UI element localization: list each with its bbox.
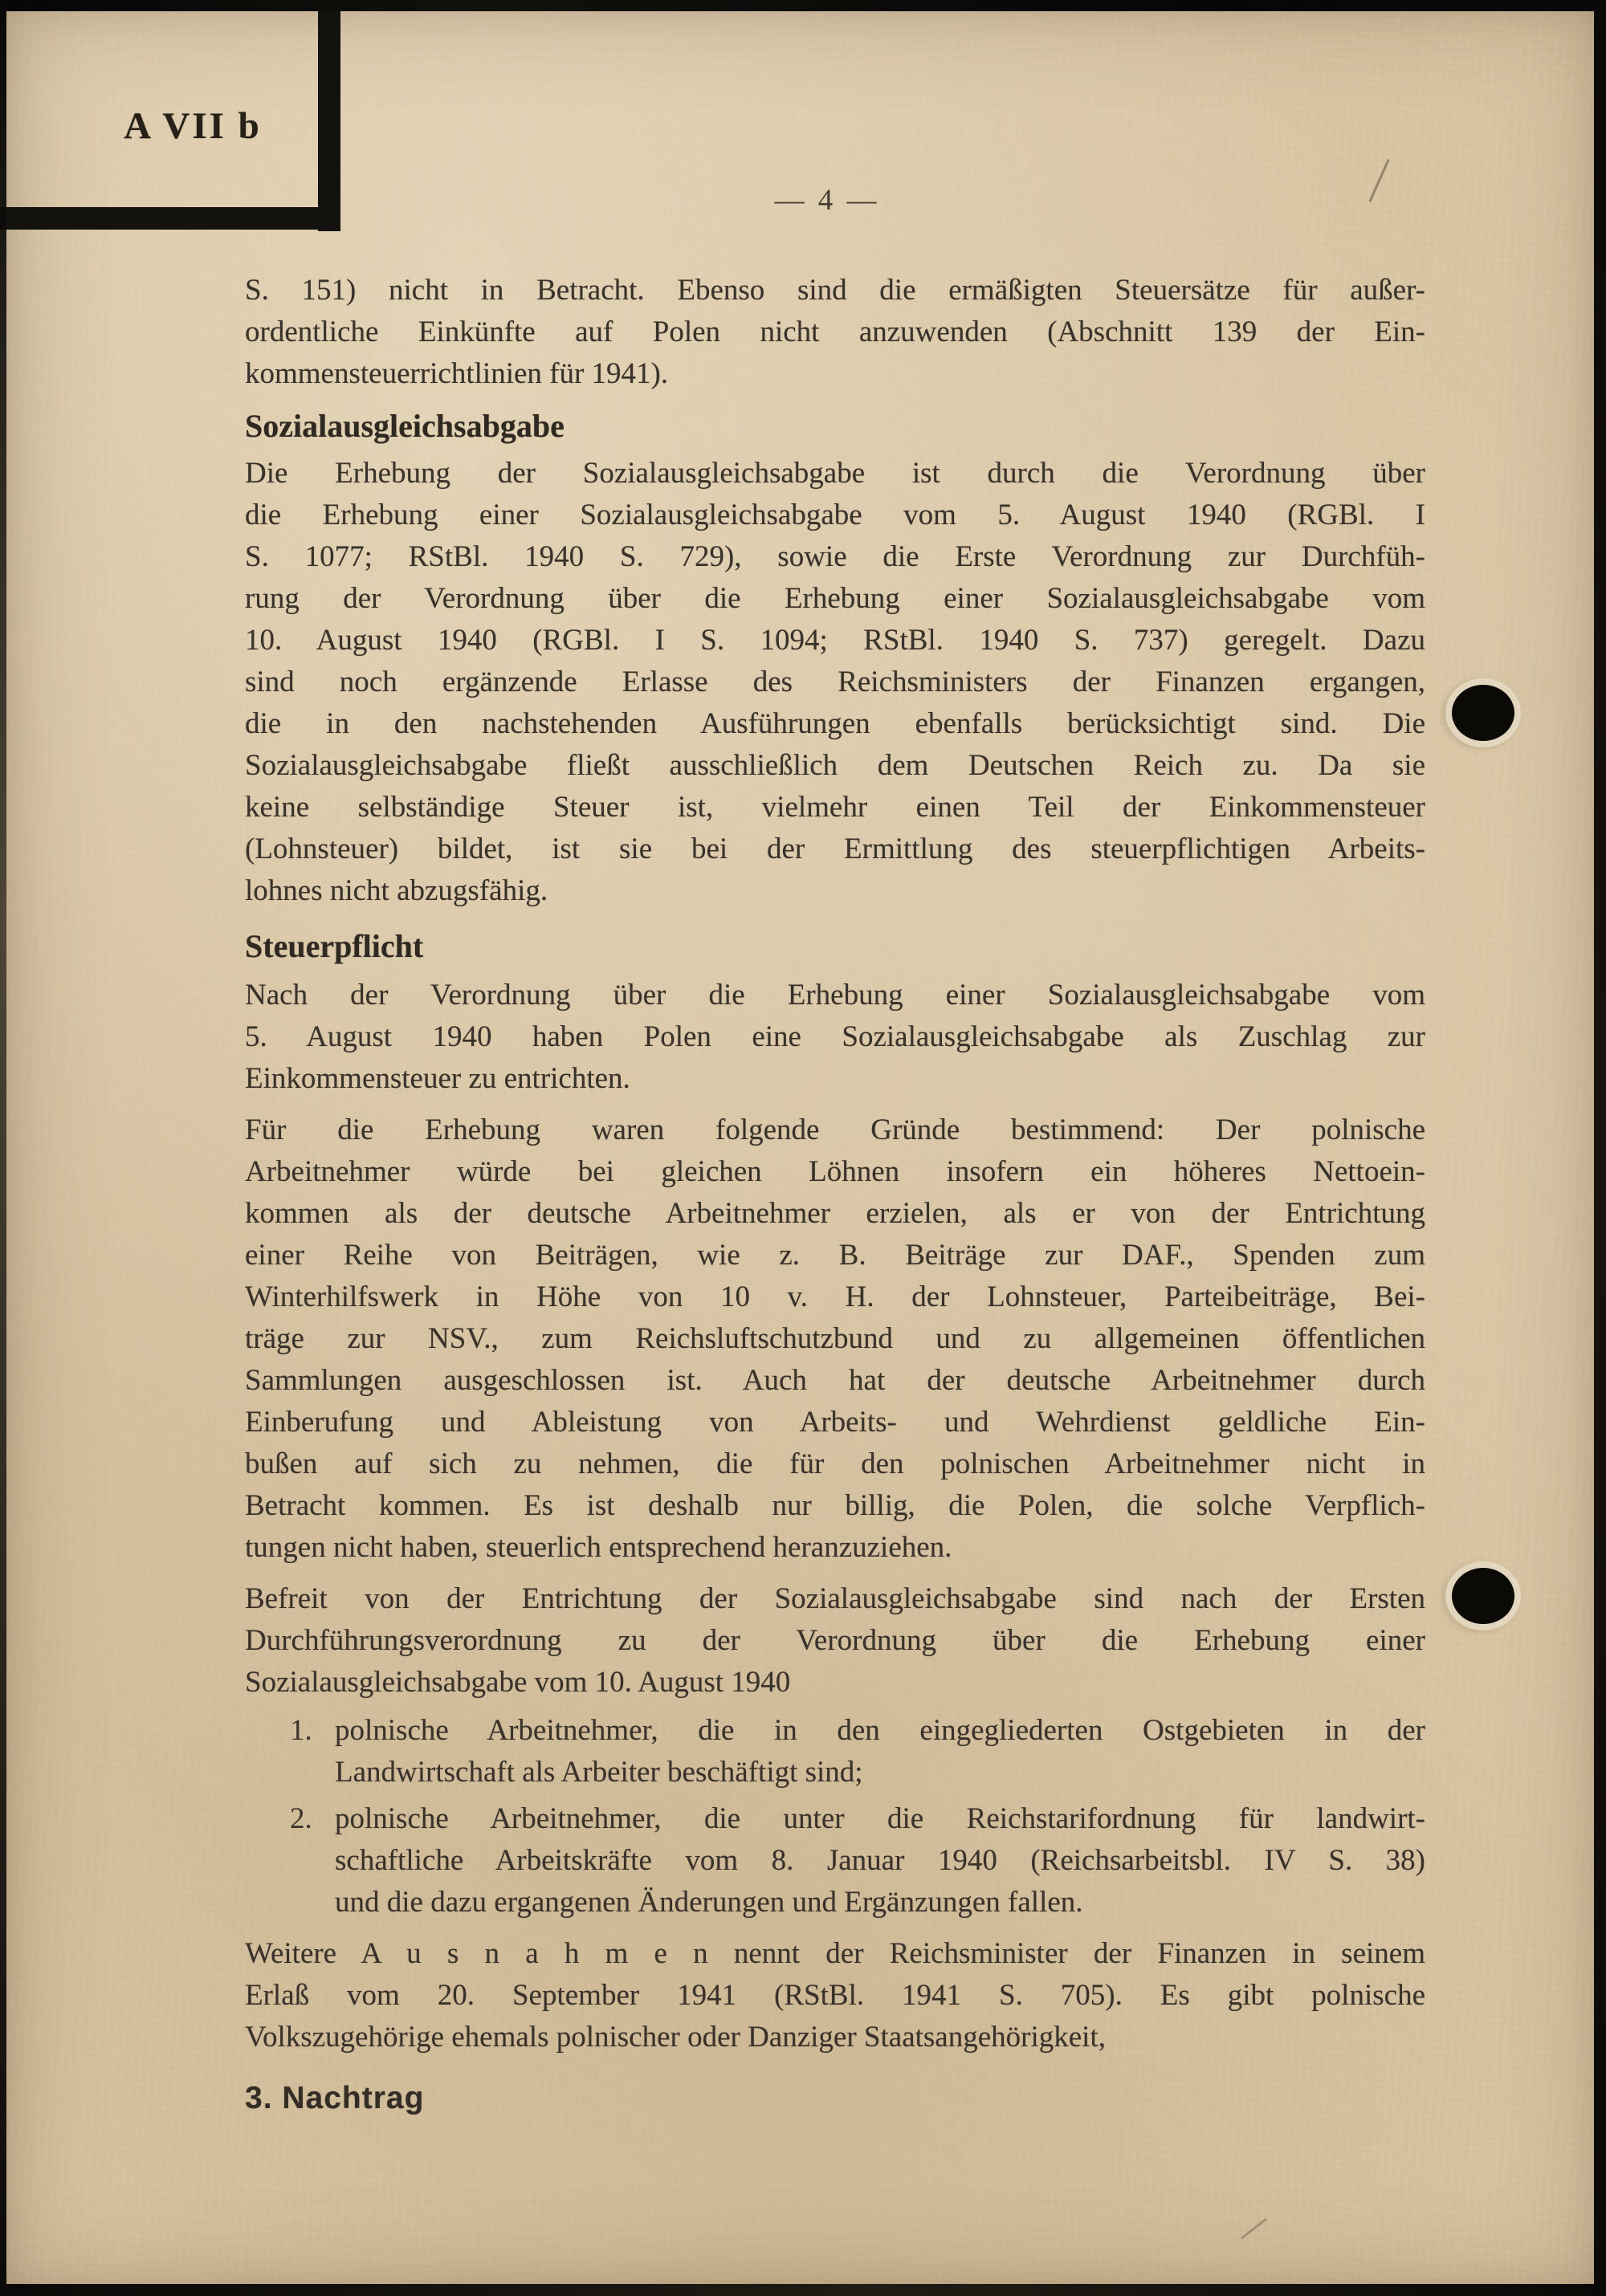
scan-edge-bottom xyxy=(0,2284,1606,2296)
page-number: — 4 — xyxy=(774,184,880,217)
text-line: die Erhebung einer Sozialausgleichsabgabe vom 5. August 1940 (RGBl. I xyxy=(245,499,1425,531)
classification-box-horizontal-bar xyxy=(0,207,340,230)
paragraph-ausnahmen xyxy=(245,1933,1425,2058)
scratch-mark xyxy=(1368,159,1389,202)
text-line: 10. August 1940 (RGBl. I S. 1094; RStBl. 1940 S. 737) geregelt. Dazu xyxy=(245,624,1425,657)
section-heading-steuerpflicht: Steuerpflicht xyxy=(245,928,424,964)
text-line: keine selbständige Steuer ist, vielmehr einen Teil der Einkommensteuer xyxy=(245,791,1425,824)
text-line: Winterhilfswerk in Höhe von 10 v. H. der Lohnsteuer, Parteibeiträge, Bei- xyxy=(245,1280,1425,1313)
list-item-marker: 1. xyxy=(290,1714,312,1747)
text-line: Einberufung und Ableistung von Arbeits- und Wehrdienst geldliche Ein- xyxy=(245,1406,1425,1439)
paragraph-intro xyxy=(245,270,1425,395)
text-line: Für die Erhebung waren folgende Gründe bestimmend: Der polnische xyxy=(245,1113,1425,1146)
paragraph-erhebung xyxy=(245,453,1425,912)
text-line: 5. August 1940 haben Polen eine Sozialausgleichsabgabe als Zuschlag zur xyxy=(245,1020,1425,1053)
section-heading-sozialausgleichsabgabe: Sozialausgleichsabgabe xyxy=(245,408,565,444)
classification-label: A VII b xyxy=(124,105,262,147)
text-line: tungen nicht haben, steuerlich entsprechend heranzuziehen. xyxy=(245,1531,952,1564)
list-item-marker: 2. xyxy=(290,1802,312,1835)
text-column xyxy=(245,270,1425,2116)
paragraph-zuschlag xyxy=(245,975,1425,1100)
text-line: S. 1077; RStBl. 1940 S. 729), sowie die Erste Verordnung zur Durchfüh- xyxy=(245,540,1425,573)
text-line: Sozialausgleichsabgabe vom 10. August 1940 xyxy=(245,1666,791,1699)
scan-edge-left xyxy=(0,0,6,2296)
list-item xyxy=(245,1710,1425,1793)
exemption-list xyxy=(245,1710,1425,1924)
scratch-mark xyxy=(1241,2218,1267,2240)
scan-edge-top xyxy=(0,0,1606,11)
text-line: Nach der Verordnung über die Erhebung einer Sozialausgleichsabgabe vom xyxy=(245,979,1425,1012)
scan-edge-right xyxy=(1594,0,1606,2296)
text-line: die in den nachstehenden Ausführungen ebenfalls berücksichtigt sind. Die xyxy=(245,707,1425,740)
text-line: kommen als der deutsche Arbeitnehmer erzielen, als er von der Entrichtung xyxy=(245,1197,1425,1230)
text-line: (Lohnsteuer) bildet, ist sie bei der Ermittlung des steuerpflichtigen Arbeits- xyxy=(245,833,1425,865)
list-item xyxy=(245,1798,1425,1924)
paragraph-befreit xyxy=(245,1578,1425,1704)
paragraph-gruende xyxy=(245,1109,1425,1569)
text-line: und die dazu ergangenen Änderungen und Ergänzungen fallen. xyxy=(335,1886,1083,1919)
text-line: polnische Arbeitnehmer, die unter die Reichstarifordnung für landwirt- xyxy=(335,1802,1425,1835)
text-line: Die Erhebung der Sozialausgleichsabgabe ist durch die Verordnung über xyxy=(245,457,1425,490)
supplement-label: 3. Nachtrag xyxy=(245,2081,425,2115)
text-line: Erlaß vom 20. September 1941 (RStBl. 1941 S. 705). Es gibt polnische xyxy=(245,1979,1425,2012)
text-line: schaftliche Arbeitskräfte vom 8. Januar 1940 (Reichsarbeitsbl. IV S. 38) xyxy=(335,1844,1425,1877)
text-line: lohnes nicht abzugsfähig. xyxy=(245,874,548,907)
text-line: ordentliche Einkünfte auf Polen nicht anzuwenden (Abschnitt 139 der Ein- xyxy=(245,315,1425,348)
text-line: Arbeitnehmer würde bei gleichen Löhnen insofern ein höheres Nettoein- xyxy=(245,1155,1425,1188)
classification-box-vertical-bar xyxy=(318,10,340,231)
punch-hole-top xyxy=(1452,685,1514,741)
text-line: Weitere A u s n a h m e n nennt der Reichsminister der Finanzen in seinem xyxy=(245,1937,1425,1970)
text-line: S. 151) nicht in Betracht. Ebenso sind die ermäßigten Steuersätze für außer- xyxy=(245,274,1425,307)
text-line: polnische Arbeitnehmer, die in den eingegliederten Ostgebieten in der xyxy=(335,1714,1425,1747)
text-line: sind noch ergänzende Erlasse des Reichsministers der Finanzen ergangen, xyxy=(245,666,1425,698)
text-line: Betracht kommen. Es ist deshalb nur billig, die Polen, die solche Verpflich- xyxy=(245,1489,1425,1522)
text-line: Sammlungen ausgeschlossen ist. Auch hat der deutsche Arbeitnehmer durch xyxy=(245,1364,1425,1397)
text-line: Befreit von der Entrichtung der Sozialausgleichsabgabe sind nach der Ersten xyxy=(245,1582,1425,1615)
text-line: Landwirtschaft als Arbeiter beschäftigt sind; xyxy=(335,1756,863,1789)
text-line: träge zur NSV., zum Reichsluftschutzbund und zu allgemeinen öffentlichen xyxy=(245,1322,1425,1355)
text-line: Einkommensteuer zu entrichten. xyxy=(245,1062,630,1095)
text-line: bußen auf sich zu nehmen, die für den polnischen Arbeitnehmer nicht in xyxy=(245,1447,1425,1480)
punch-hole-bottom xyxy=(1452,1568,1514,1624)
text-line: einer Reihe von Beiträgen, wie z. B. Beiträge zur DAF., Spenden zum xyxy=(245,1239,1425,1272)
text-line: kommensteuerrichtlinien für 1941). xyxy=(245,357,669,390)
text-line: rung der Verordnung über die Erhebung einer Sozialausgleichsabgabe vom xyxy=(245,582,1425,615)
text-line: Durchführungsverordnung zu der Verordnung über die Erhebung einer xyxy=(245,1624,1425,1657)
text-line: Volkszugehörige ehemals polnischer oder Danziger Staatsangehörigkeit, xyxy=(245,2021,1106,2054)
text-line: Sozialausgleichsabgabe fließt ausschließlich dem Deutschen Reich zu. Da sie xyxy=(245,749,1425,782)
